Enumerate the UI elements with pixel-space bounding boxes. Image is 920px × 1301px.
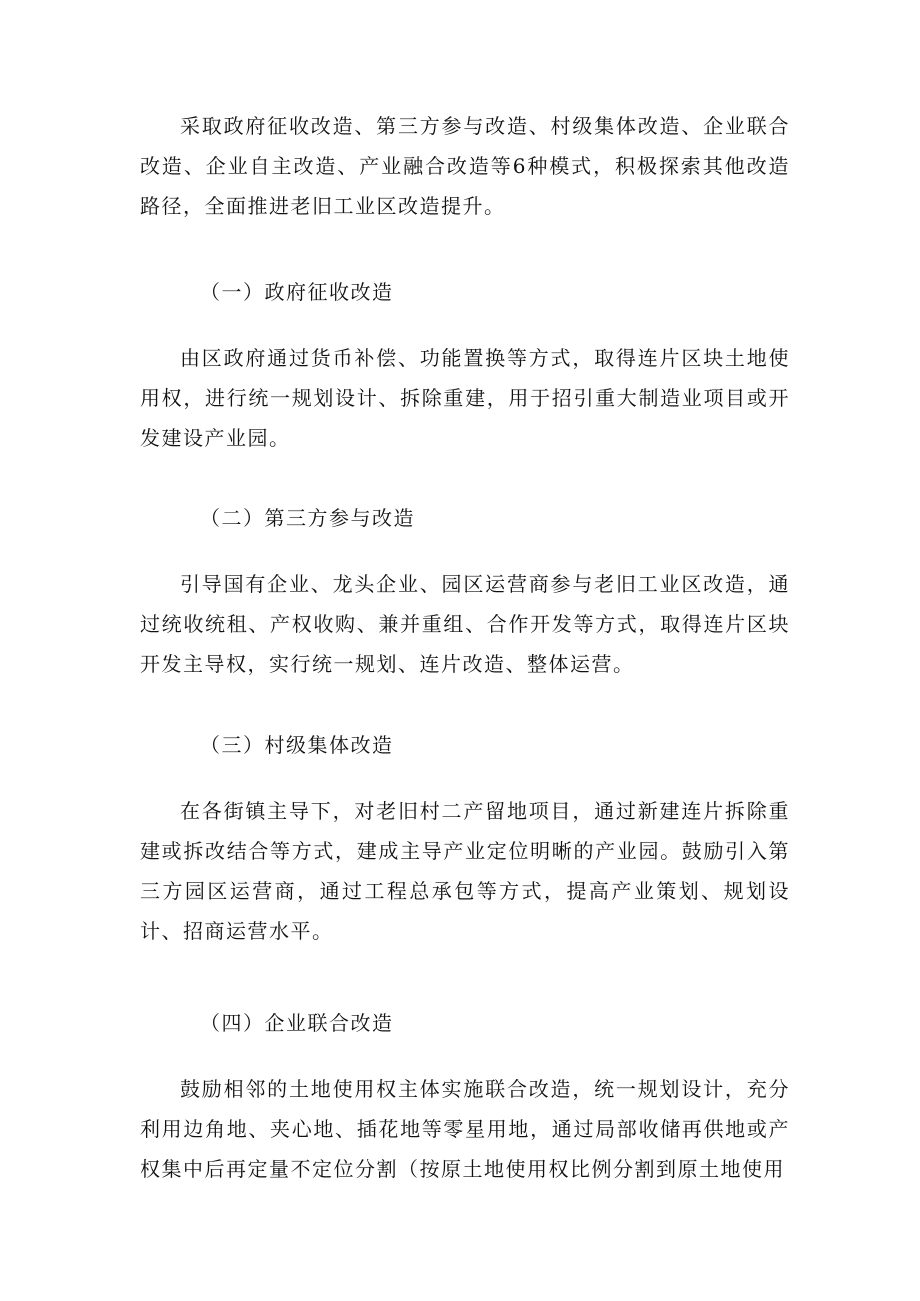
section-paragraph-3: 在各街镇主导下，对老旧村二产留地项目，通过新建连片拆除重建或拆改结合等方式，建成主导产业定位明晰的产业园。鼓励引入第三方园区运营商，通过工程总承包等方式，提高产业策划、规划设计、招商运营水平。 <box>140 799 790 943</box>
section-heading-1: （一）政府征收改造 <box>200 280 394 304</box>
section-paragraph-1: 由区政府通过货币补偿、功能置换等方式，取得连片区块土地使用权，进行统一规划设计、拆除重建，用于招引重大制造业项目或开发建设产业园。 <box>140 346 790 450</box>
section-paragraph-4: 鼓励相邻的土地使用权主体实施联合改造，统一规划设计，充分利用边角地、夹心地、插花地等零星用地，通过局部收储再供地或产权集中后再定量不定位分割（按原土地使用权比例分割到原土地使用 <box>140 1077 790 1181</box>
section-heading-3: （三）村级集体改造 <box>200 733 394 757</box>
section-heading-4: （四）企业联合改造 <box>200 1011 394 1035</box>
section-heading-2: （二）第三方参与改造 <box>200 506 415 530</box>
section-paragraph-2: 引导国有企业、龙头企业、园区运营商参与老旧工业区改造，通过统收统租、产权收购、兼并重组、合作开发等方式，取得连片区块开发主导权，实行统一规划、连片改造、整体运营。 <box>140 572 790 676</box>
intro-paragraph: 采取政府征收改造、第三方参与改造、村级集体改造、企业联合改造、企业自主改造、产业融合改造等6种模式，积极探索其他改造路径，全面推进老旧工业区改造提升。 <box>140 114 790 218</box>
